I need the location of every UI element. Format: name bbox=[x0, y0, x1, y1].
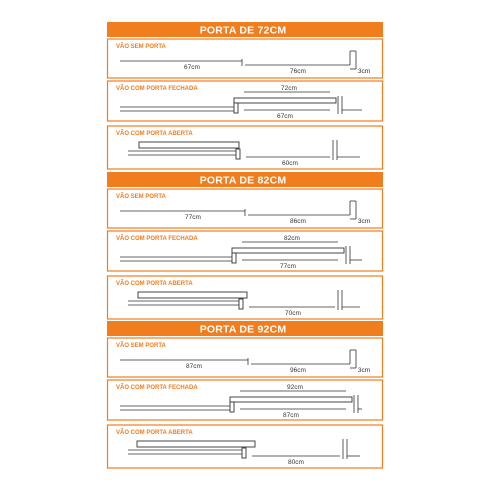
row-aberta bbox=[108, 126, 383, 169]
dimension-label: 3cm bbox=[357, 68, 371, 75]
dimension-label: 67cm bbox=[184, 64, 200, 71]
row-sem bbox=[108, 338, 383, 377]
row-label: VÃO SEM PORTA bbox=[116, 343, 166, 349]
row-label: VÃO COM PORTA ABERTA bbox=[116, 131, 193, 137]
row-label: VÃO COM PORTA ABERTA bbox=[116, 430, 193, 436]
door-leaf bbox=[234, 98, 336, 103]
dimension-label: 92cm bbox=[287, 384, 303, 391]
hinge-jamb bbox=[236, 149, 240, 159]
dimension-label: 60cm bbox=[282, 160, 298, 167]
hinge-jamb bbox=[232, 253, 236, 263]
dimension-label: 87cm bbox=[186, 363, 202, 370]
hinge-jamb bbox=[239, 299, 243, 309]
dimension-label: 82cm bbox=[284, 235, 300, 242]
dimension-label: 87cm bbox=[283, 412, 299, 419]
dimension-label: 72cm bbox=[281, 85, 297, 92]
section-title: PORTA DE 92CM bbox=[199, 323, 287, 336]
section-title: PORTA DE 82CM bbox=[199, 174, 287, 187]
row-aberta bbox=[108, 425, 383, 468]
row-sem bbox=[108, 189, 383, 228]
section-porta-72 bbox=[107, 22, 383, 169]
dimension-label: 77cm bbox=[280, 263, 296, 270]
dimension-label: 70cm bbox=[285, 310, 301, 317]
section-porta-82 bbox=[107, 172, 383, 319]
dimension-label: 3cm bbox=[357, 218, 371, 225]
section-porta-92 bbox=[107, 321, 383, 468]
door-leaf bbox=[230, 397, 352, 402]
door-leaf bbox=[232, 248, 344, 253]
row-fechada bbox=[108, 380, 383, 420]
door-leaf-open bbox=[139, 142, 239, 148]
dimension-label: 3cm bbox=[357, 367, 371, 374]
row-label: VÃO COM PORTA ABERTA bbox=[116, 281, 193, 287]
row-label: VÃO COM PORTA FECHADA bbox=[116, 86, 198, 92]
row-label: VÃO COM PORTA FECHADA bbox=[116, 385, 198, 391]
dimension-label: 67cm bbox=[277, 113, 293, 120]
hinge-jamb bbox=[230, 402, 234, 412]
hinge-jamb bbox=[242, 448, 246, 458]
dimension-label: 80cm bbox=[288, 459, 304, 466]
row-fechada bbox=[108, 231, 383, 271]
dimension-label: 86cm bbox=[290, 218, 306, 225]
row-aberta bbox=[108, 276, 383, 319]
hinge-jamb bbox=[234, 103, 238, 113]
dimension-label: 96cm bbox=[290, 367, 306, 374]
row-label: VÃO SEM PORTA bbox=[116, 44, 166, 50]
door-leaf-open bbox=[138, 292, 247, 298]
row-fechada bbox=[108, 81, 383, 121]
row-sem bbox=[108, 39, 383, 78]
dimension-label: 77cm bbox=[185, 214, 201, 221]
dimension-label: 76cm bbox=[290, 68, 306, 75]
door-leaf-open bbox=[137, 441, 255, 447]
row-label: VÃO SEM PORTA bbox=[116, 194, 166, 200]
section-title: PORTA DE 72CM bbox=[199, 24, 287, 37]
row-label: VÃO COM PORTA FECHADA bbox=[116, 236, 198, 242]
